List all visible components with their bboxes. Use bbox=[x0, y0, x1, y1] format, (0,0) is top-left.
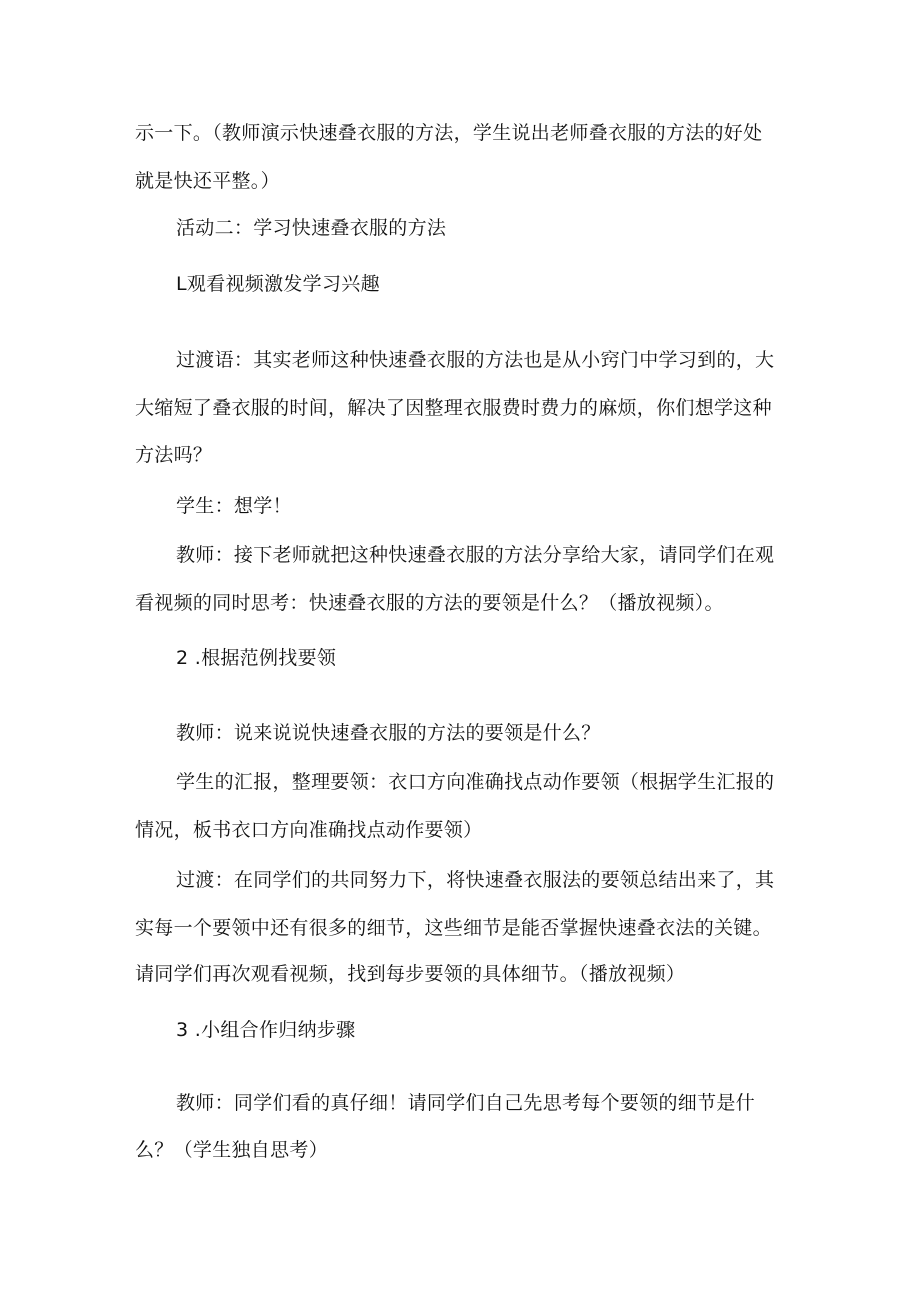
paragraph-line-2: 就是快还平整。） bbox=[135, 170, 280, 192]
activity-heading: 活动二：学习快速叠衣服的方法 bbox=[176, 217, 447, 239]
teacher-final-line-2: 么？（学生独自思考） bbox=[135, 1139, 329, 1161]
step-heading-1: L观看视频激发学习兴趣 bbox=[176, 273, 380, 295]
transition-line-2: 大缩短了叠衣服的时间，解决了因整理衣服费时费力的麻烦，你们想学这种 bbox=[135, 397, 772, 419]
teacher-question: 教师：说来说说快速叠衣服的方法的要领是什么？ bbox=[176, 722, 601, 744]
transition2-line-3: 请同学们再次观看视频，找到每步要领的具体细节。（播放视频） bbox=[135, 963, 686, 985]
transition-line-1: 过渡语：其实老师这种快速叠衣服的方法也是从小窍门中学习到的，大 bbox=[176, 349, 775, 371]
student-report-line-1: 学生的汇报，整理要领：衣口方向准确找点动作要领（根据学生汇报的 bbox=[176, 771, 775, 793]
teacher-final-line-1: 教师：同学们看的真仔细！请同学们自己先思考每个要领的细节是什 bbox=[176, 1092, 756, 1114]
student-reply: 学生：想学！ bbox=[176, 495, 292, 517]
teacher-line-2: 看视频的同时思考：快速叠衣服的方法的要领是什么？（播放视频）。 bbox=[135, 592, 724, 614]
transition2-line-2: 实每一个要领中还有很多的细节，这些细节是能否掌握快速叠衣法的关键。 bbox=[135, 917, 772, 939]
step-heading-2: 2 .根据范例找要领 bbox=[176, 647, 337, 669]
step-heading-3: 3 .小组合作归纳步骤 bbox=[176, 1019, 356, 1041]
student-report-line-2: 情况，板书衣口方向准确找点动作要领） bbox=[135, 819, 483, 841]
paragraph-line-1: 示一下。（教师演示快速叠衣服的方法，学生说出老师叠衣服的方法的好处 bbox=[135, 122, 763, 144]
transition-line-3: 方法吗？ bbox=[135, 444, 213, 466]
transition2-line-1: 过渡：在同学们的共同努力下，将快速叠衣服法的要领总结出来了，其 bbox=[176, 869, 775, 891]
teacher-line-1: 教师：接下老师就把这种快速叠衣服的方法分享给大家，请同学们在观 bbox=[176, 544, 775, 566]
